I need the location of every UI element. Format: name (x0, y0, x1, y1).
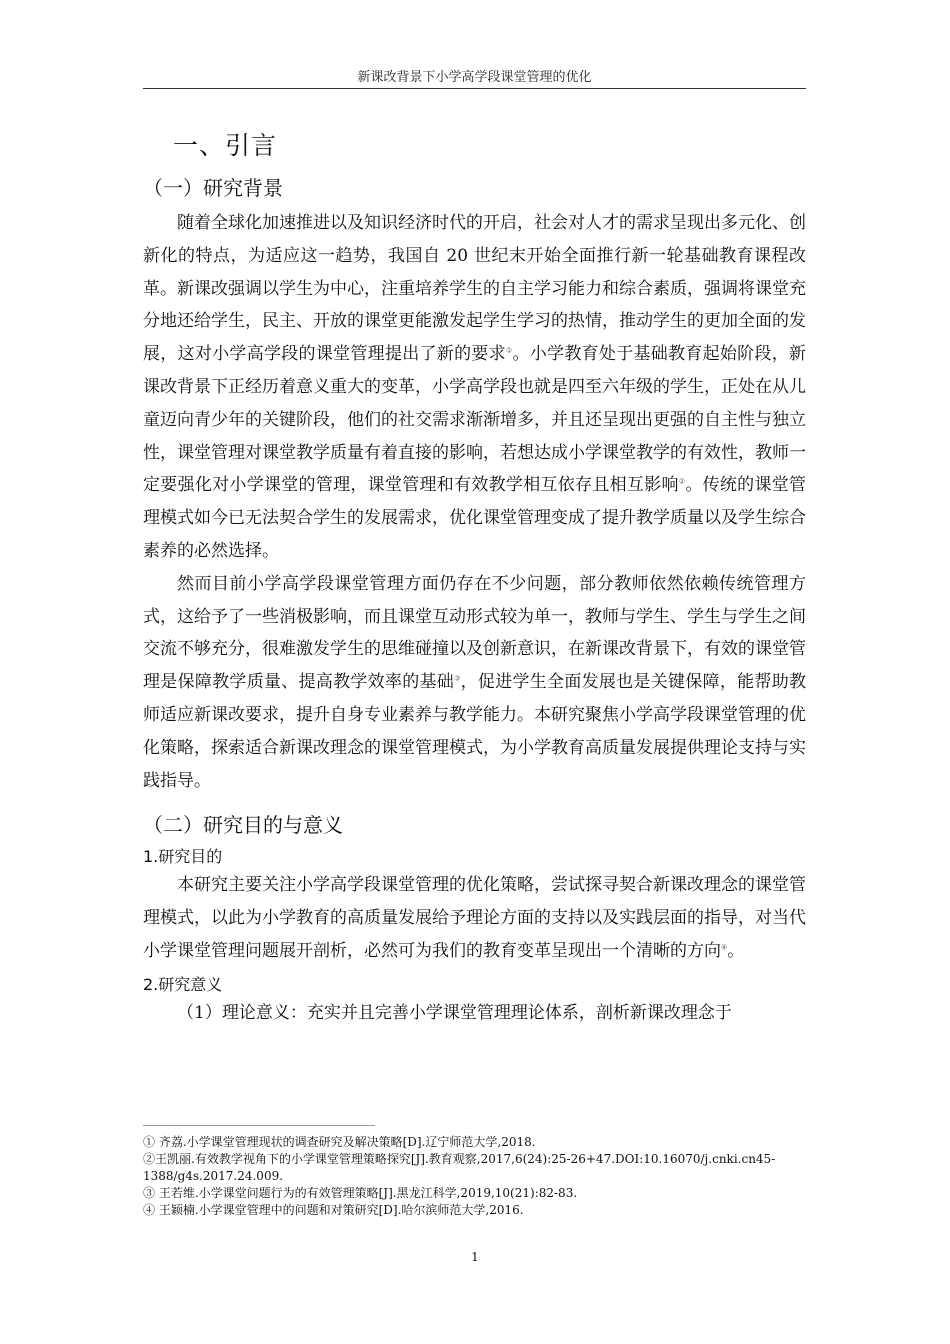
significance-paragraph: （1）理论意义：充实并且完善小学课堂管理理论体系，剖析新课改理念于 (177, 1002, 732, 1023)
running-header: 新课改背景下小学高学段课堂管理的优化 (357, 70, 592, 85)
footnote-1: ① 齐荔.小学课堂管理现状的调查研究及解决策略[D].辽宁师范大学,2018. (143, 1135, 536, 1149)
paragraph-text: ，促进学生全面发展也是关键保障，能帮助教师适应新课改要求，提升自身专业素养与教学能力。本研究聚焦小学高学段课堂管理的优化策略，探索适合新课改理念的课堂管理模式，为小学教育高质量发展提供理论支持与实践指导。 (143, 672, 806, 791)
paragraph-text: 然而目前小学高学段课堂管理方面仍存在不少问题，部分教师依然依赖传统管理方式，这给予了一些消极影响，而且课堂互动形式较为单一，教师与学生、学生与学生之间交流不够充分，很难激发学生的思维碰撞以及创新意识，在新课改背景下，有效的课堂管理是保障教学质量、提高教学效率的基础 (143, 573, 806, 693)
header-divider (143, 88, 806, 89)
sub-heading-significance: 2.研究意义 (143, 974, 223, 994)
footnote-ref-1[interactable]: ① (505, 346, 513, 355)
footnote-4: ④ 王颖楠.小学课堂管理中的问题和对策研究[D].哈尔滨师范大学,2016. (143, 1203, 524, 1217)
paragraph-text: 。 (727, 940, 745, 961)
paragraph-text: 随着全球化加速推进以及知识经济时代的开启，社会对人才的需求呈现出多元化、创新化的特点，为适应这一趋势，我国自 20 世纪末开始全面推行新一轮基础教育课程改革。新课改强调以学生为中心，注重培养学生的自主学习能力和综合素质，强调将课堂充分地还给学生，民主、开放的课堂更能激发起学生学习的热情，推动学生的更加全面的发展，这对小学高学段的课堂管理提出了新的要求 (143, 213, 806, 365)
paragraph-text: 。小学教育处于基础教育起始阶段，新课改背景下正经历着意义重大的变革，小学高学段也就是四至六年级的学生，正处在从儿童迈向青少年的关键阶段，他们的社交需求渐渐增多，并且还呈现出更强的自主性与独立性，课堂管理对课堂教学质量有着直接的影响，若想达成小学课堂教学的有效性，教师一定要强化对小学课堂的管理，课堂管理和有效教学相互依存且相互影响 (143, 344, 807, 496)
footnote-3: ③ 王若维.小学课堂问题行为的有效管理策略[J].黑龙江科学,2019,10(21):82-83. (143, 1186, 578, 1200)
subsection-title-purpose: （二）研究目的与意义 (143, 813, 343, 838)
sub-heading-purpose: 1.研究目的 (143, 847, 223, 867)
purpose-paragraph (143, 869, 806, 967)
footnote-ref-2[interactable]: ② (678, 477, 686, 486)
background-paragraph-2 (143, 568, 806, 798)
section-title-introduction: 一、引言 (173, 131, 278, 160)
page-number: 1 (471, 1250, 479, 1264)
paragraph-text: 本研究主要关注小学高学段课堂管理的优化策略，尝试探寻契合新课改理念的课堂管理模式，以此为小学教育的高质量发展给予理论方面的支持以及实践层面的指导，对当代小学课堂管理问题展开剖析，必然可为我们的教育变革呈现出一个清晰的方向 (143, 875, 806, 961)
footnotes (143, 1134, 806, 1219)
footnote-ref-3[interactable]: ③ (454, 674, 461, 683)
footnote-divider (143, 1125, 375, 1126)
footnote-ref-4[interactable]: ④ (721, 943, 728, 952)
footnote-2: ②王凯丽.有效教学视角下的小学课堂管理策略探究[J].教育观察,2017,6(24):25-26+47.DOI:10.16070/j.cnki.cn45-1388/g4s.2017.24.009. (143, 1152, 776, 1183)
paragraph-text: 。传统的课堂管理模式如今已无法契合学生的发展需求，优化课堂管理变成了提升教学质量以及学生综合素养的必然选择。 (143, 475, 807, 561)
subsection-title-background: （一）研究背景 (143, 176, 283, 200)
main-content (143, 118, 806, 1030)
background-paragraph-1 (143, 207, 806, 568)
